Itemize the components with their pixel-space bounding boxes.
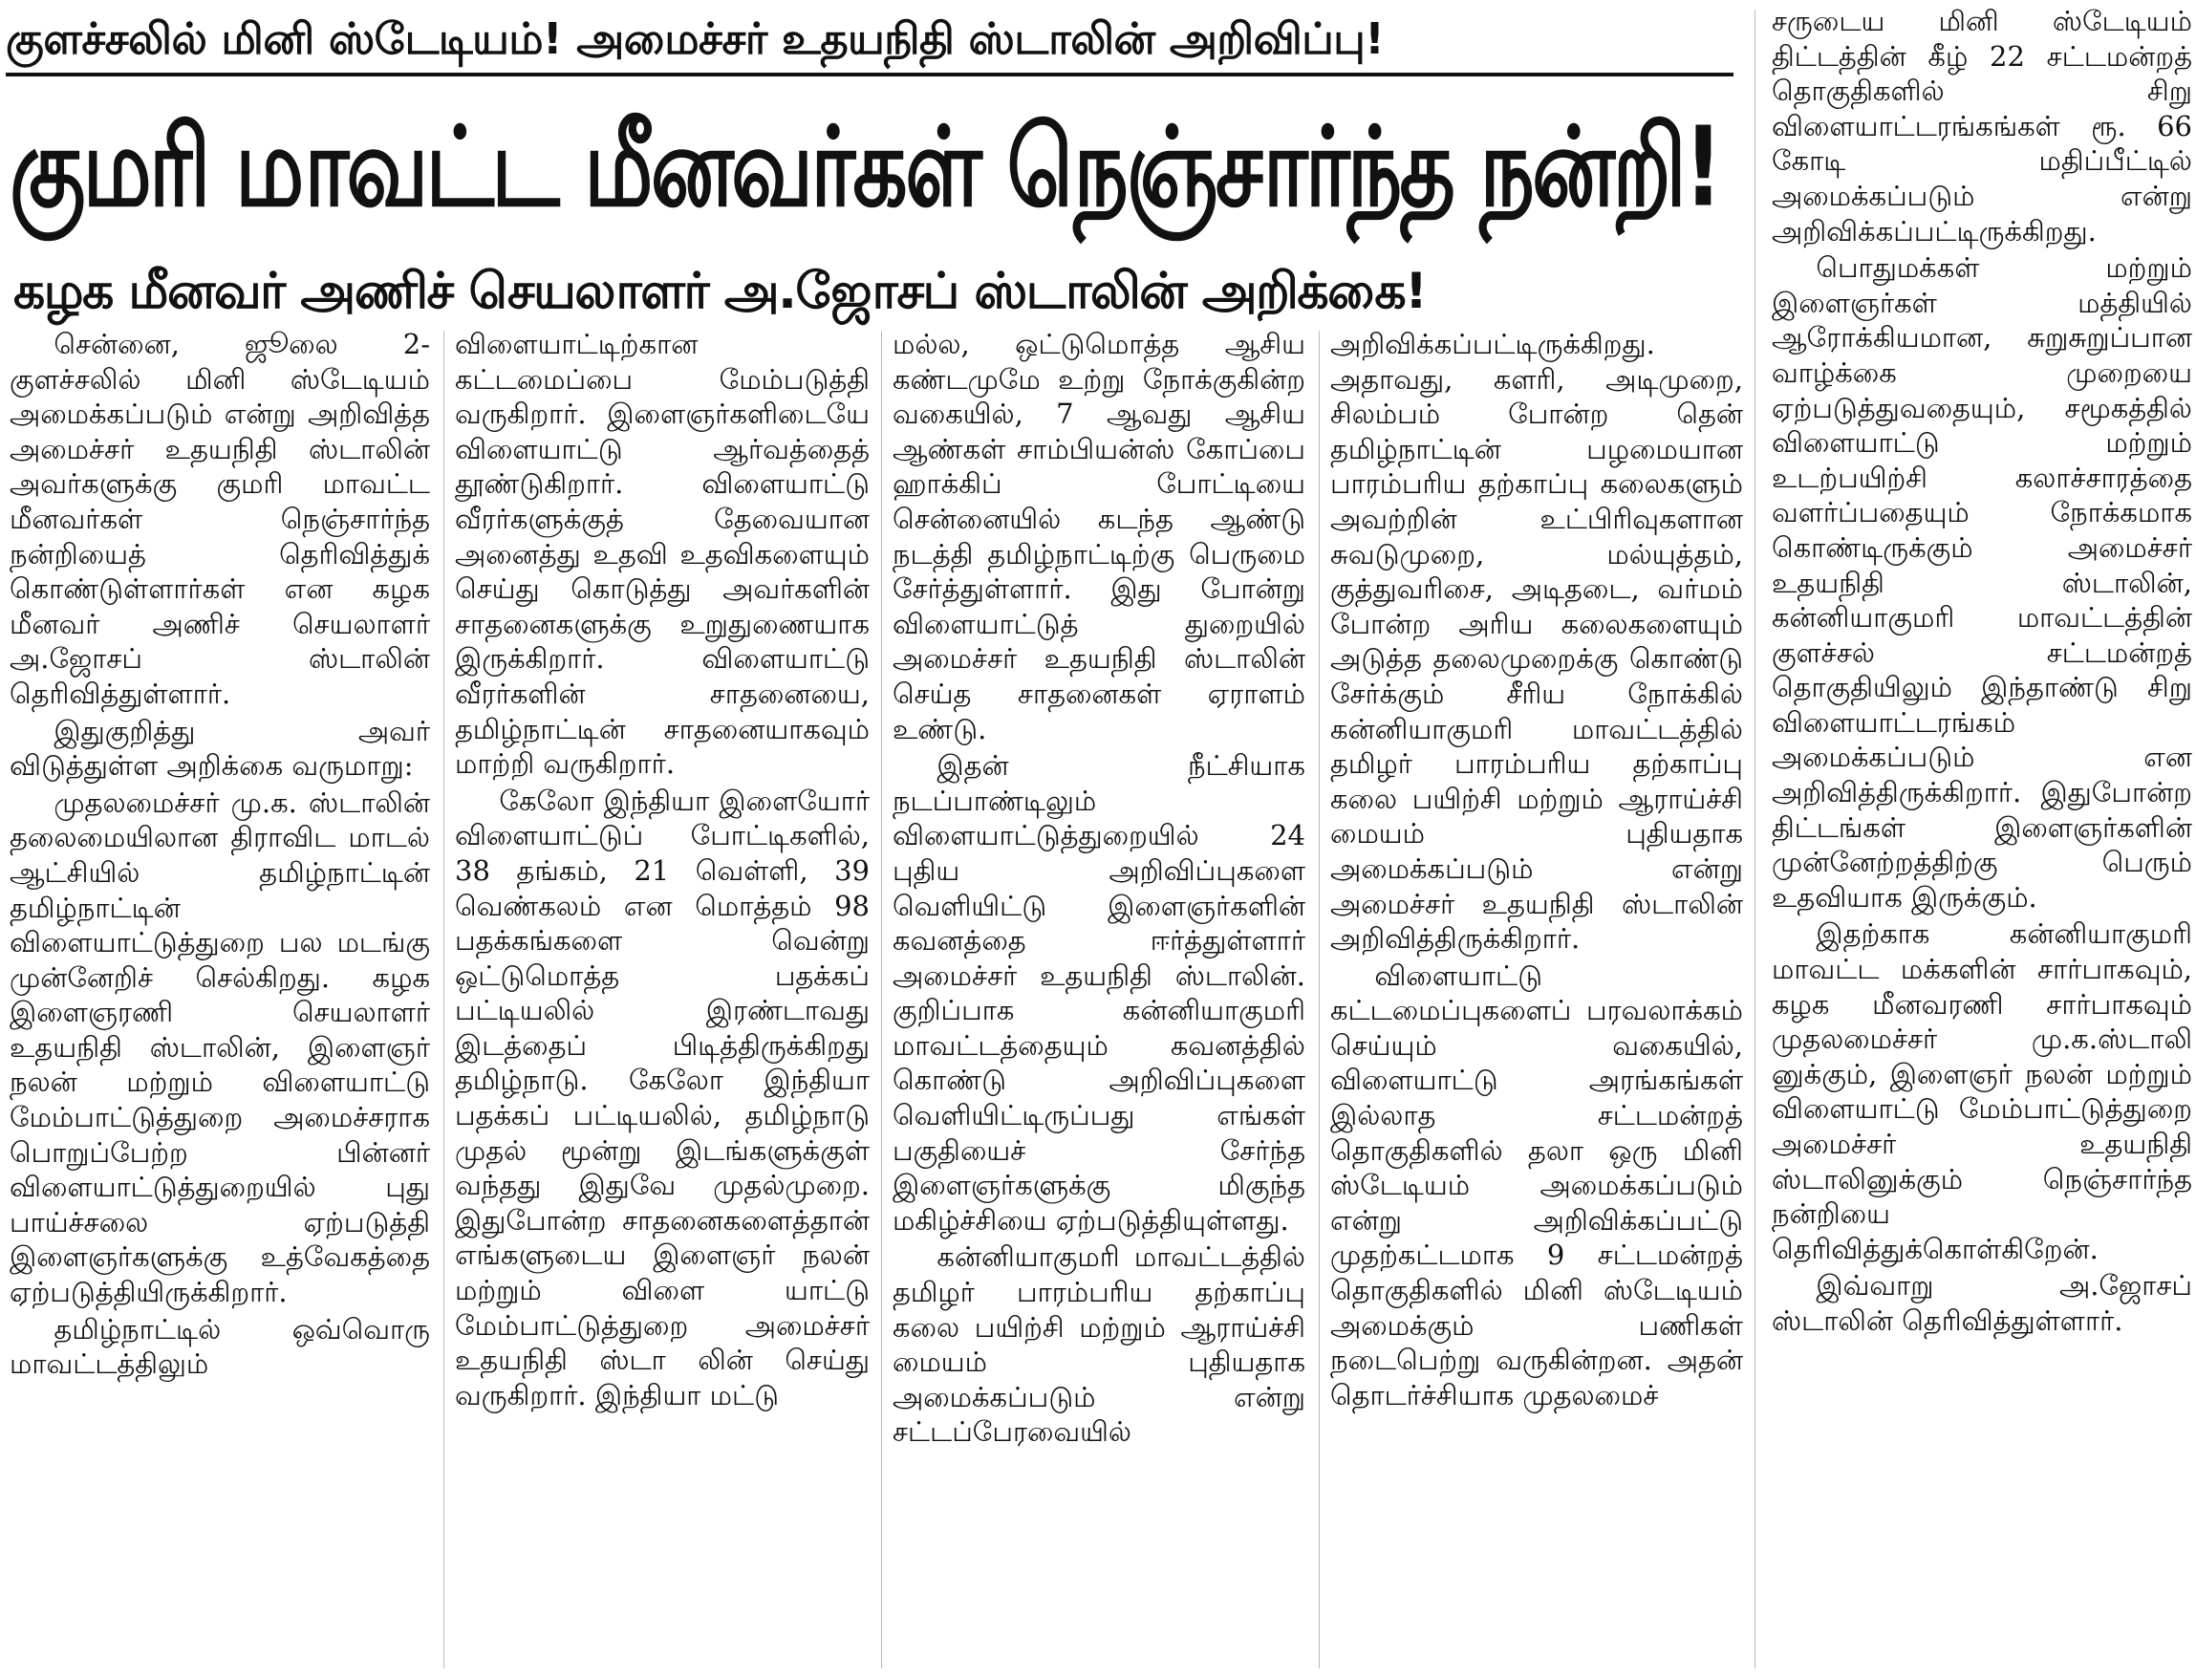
column-divider [1319,331,1320,1669]
paragraph: கன்னியாகுமரி மாவட்டத்தில் தமிழர் பாரம்பரிய தற்காப்பு கலை பயிற்சி மற்றும் ஆராய்ச்சி மையம் புதியதாக அமைக்கப்படும் என்று சட்டப்பேரவையில் [893,1240,1305,1449]
column-divider [881,331,882,1669]
paragraph: இதன் நீட்சியாக நடப்பாண்டிலும் விளையாட்டுத்துறையில் 24 புதிய அறிவிப்புகளை வெளியிட்டு இளைஞர்களின் கவனத்தை ஈர்த்துள்ளார் அமைச்சர் உதயநிதி ஸ்டாலின். குறிப்பாக கன்னியாகுமரி மாவட்டத்தையும் கவனத்தில் கொண்டு அறிவிப்புகளை வெளியிட்டிருப்பது எங்கள் பகுதியைச் சேர்ந்த இளைஞர்களுக்கு மிகுந்த மகிழ்ச்சியை ஏற்படுத்தியுள்ளது. [893,749,1305,1237]
paragraph: சென்னை, ஜூலை 2- குளச்சலில் மினி ஸ்டேடியம் அமைக்கப்படும் என்று அறிவித்த அமைச்சர் உதயநிதி ஸ்டாலின் அவர்களுக்கு குமரி மாவட்ட மீனவர்கள் நெஞ்சார்ந்த நன்றியைத் தெரிவித்துக் கொண்டுள்ளார்கள் என கழக மீனவர் அணிச் செயலாளர் அ.ஜோசப் ஸ்டாலின் தெரிவித்துள்ளார். [10,328,430,710]
paragraph: கேலோ இந்தியா இளையோர் விளையாட்டுப் போட்டிகளில், 38 தங்கம், 21 வெள்ளி, 39 வெண்கலம் என மொத்தம் 98 பதக்கங்களை வென்று ஒட்டுமொத்த பதக்கப் பட்டியலில் இரண்டாவது இடத்தைப் பிடித்திருக்கிறது தமிழ்நாடு. கேலோ இந்தியா பதக்கப் பட்டியலில், தமிழ்நாடு முதல் மூன்று இடங்களுக்குள் வந்தது இதுவே முதல்முறை. இதுபோன்ற சாதனைகளைத்தான் எங்களுடைய இளைஞர் நலன் மற்றும் விளை யாட்டு மேம்பாட்டுத்துறை அமைச்சர் உதயநிதி ஸ்டா லின் செய்து வருகிறார். இந்தியா மட்டு [455,784,870,1411]
paragraph: விளையாட்டிற்கான கட்டமைப்பை மேம்படுத்தி வருகிறார். இளைஞர்களிடையே விளையாட்டு ஆர்வத்தைத் தூண்டுகிறார். விளையாட்டு வீரர்களுக்குத் தேவையான அனைத்து உதவி உதவிகளையும் செய்து கொடுத்து அவர்களின் சாதனைகளுக்கு உறுதுணையாக இருக்கிறார். விளையாட்டு வீரர்களின் சாதனையை, தமிழ்நாட்டின் சாதனையாகவும் மாற்றி வருகிறார். [455,328,870,781]
paragraph: சருடைய மினி ஸ்டேடியம் திட்டத்தின் கீழ் 22 சட்டமன்றத் தொகுதிகளில் சிறு விளையாட்டரங்கங்கள் ரூ. 66 கோடி மதிப்பீட்டில் அமைக்கப்படும் என்று அறிவிக்கப்பட்டிருக்கிறது. [1772,5,2192,248]
paragraph: பொதுமக்கள் மற்றும் இளைஞர்கள் மத்தியில் ஆரோக்கியமான, சுறுசுறுப்பான வாழ்க்கை முறையை ஏற்படுத்துவதையும், சமூகத்தில் விளையாட்டு மற்றும் உடற்பயிற்சி கலாச்சாரத்தை வளர்ப்பதையும் நோக்கமாக கொண்டிருக்கும் அமைச்சர் உதயநிதி ஸ்டாலின், கன்னியாகுமரி மாவட்டத்தின் குளச்சல் சட்டமன்றத் தொகுதியிலும் இந்தாண்டு சிறு விளையாட்டரங்கம் அமைக்கப்படும் என அறிவித்திருக்கிறார். இதுபோன்ற திட்டங்கள் இளைஞர்களின் முன்னேற்றத்திற்கு பெரும் உதவியாக இருக்கும். [1772,251,2192,914]
article-column-1 [10,327,430,1674]
paragraph: அறிவிக்கப்பட்டிருக்கிறது. அதாவது, களரி, அடிமுறை, சிலம்பம் போன்ற தென் தமிழ்நாட்டின் பழமையான பாரம்பரிய தற்காப்பு கலைகளும் அவற்றின் உட்பிரிவுகளான சுவடுமுறை, மல்யுத்தம், குத்துவரிசை, அடிதடை, வர்மம் போன்ற அரிய கலைகளையும் அடுத்த தலைமுறைக்கு கொண்டு சேர்க்கும் சீரிய நோக்கில் கன்னியாகுமரி மாவட்டத்தில் தமிழர் பாரம்பரிய தற்காப்பு கலை பயிற்சி மற்றும் ஆராய்ச்சி மையம் புதியதாக அமைக்கப்படும் என்று அமைச்சர் உதயநிதி ஸ்டாலின் அறிவித்திருக்கிறார். [1330,328,1743,956]
paragraph: இதுகுறித்து அவர் விடுத்துள்ள அறிக்கை வருமாறு: [10,714,430,783]
article-column-2 [455,327,870,1674]
paragraph: முதலமைச்சர் மு.க. ஸ்டாலின் தலைமையிலான திராவிட மாடல் ஆட்சியில் தமிழ்நாட்டின் தமிழ்நாட்டின் விளையாட்டுத்துறை பல மடங்கு முன்னேறிச் செல்கிறது. கழக இளைஞரணி செயலாளர் உதயநிதி ஸ்டாலின், இளைஞர் நலன் மற்றும் விளையாட்டு மேம்பாட்டுத்துறை அமைச்சராக பொறுப்பேற்ற பின்னர் விளையாட்டுத்துறையில் புது பாய்ச்சலை ஏற்படுத்தி இளைஞர்களுக்கு உத்வேகத்தை ஏற்படுத்தியிருக்கிறார். [10,786,430,1309]
paragraph: மல்ல, ஒட்டுமொத்த ஆசிய கண்டமுமே உற்று நோக்குகின்ற வகையில், 7 ஆவது ஆசிய ஆண்கள் சாம்பியன்ஸ் கோப்பை ஹாக்கிப் போட்டியை சென்னையில் கடந்த ஆண்டு நடத்தி தமிழ்நாட்டிற்கு பெருமை சேர்த்துள்ளார். இது போன்று விளையாட்டுத் துறையில் அமைச்சர் உதயநிதி ஸ்டாலின் செய்த சாதனைகள் ஏராளம் உண்டு. [893,328,1305,745]
paragraph: இதற்காக கன்னியாகுமரி மாவட்ட மக்களின் சார்பாகவும், கழக மீனவரணி சார்பாகவும் முதலமைச்சர் மு.க.ஸ்டாலி னுக்கும், இளைஞர் நலன் மற்றும் விளையாட்டு மேம்பாட்டுத்துறை அமைச்சர் உதயநிதி ஸ்டாலினுக்கும் நெஞ்சார்ந்த நன்றியை தெரிவித்துக்கொள்கிறேன். [1772,917,2192,1265]
kicker-headline: குளச்சலில் மினி ஸ்டேடியம்! அமைச்சர் உதயநிதி ஸ்டாலின் அறிவிப்பு! [6,2,1733,76]
article-column-5 [1772,4,2192,1676]
article-column-4 [1330,327,1743,1674]
main-headline: குமரி மாவட்ட மீனவர்கள் நெஞ்சார்ந்த நன்றி! [10,103,1720,232]
paragraph: தமிழ்நாட்டில் ஒவ்வொரு மாவட்டத்திலும் [10,1312,430,1381]
paragraph: இவ்வாறு அ.ஜோசப் ஸ்டாலின் தெரிவித்துள்ளார். [1772,1269,2192,1337]
column-divider [443,331,444,1669]
paragraph: விளையாட்டு கட்டமைப்புகளைப் பரவலாக்கம் செய்யும் வகையில், விளையாட்டு அரங்கங்கள் இல்லாத சட்டமன்றத் தொகுதிகளில் தலா ஒரு மினி ஸ்டேடியம் அமைக்கப்படும் என்று அறிவிக்கப்பட்டு முதற்கட்டமாக 9 சட்டமன்றத் தொகுதிகளில் மினி ஸ்டேடியம் அமைக்கும் பணிகள் நடைபெற்று வருகின்றன. அதன் தொடர்ச்சியாக முதலமைச் [1330,958,1743,1411]
subheadline: கழக மீனவர் அணிச் செயலாளர் அ.ஜோசப் ஸ்டாலின் அறிக்கை! [13,263,1427,320]
article-column-3 [893,327,1305,1674]
